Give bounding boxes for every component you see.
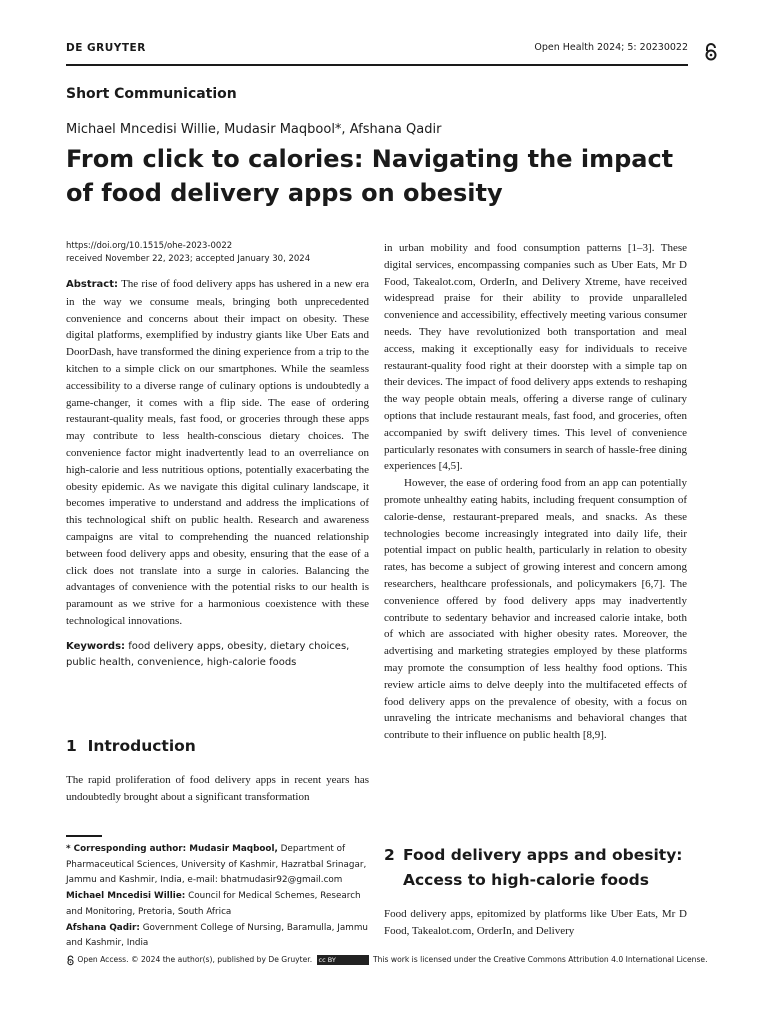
journal-reference: Open Health 2024; 5: 20230022 — [534, 42, 688, 53]
abstract-label: Abstract: — [66, 279, 119, 290]
article-dates: received November 22, 2023; accepted January 30, 2024 — [66, 254, 311, 264]
footnote-text: Department of Pharmaceutical Sciences, University of Kashmir, Hazratbal Srinagar, Jammu and Kashmir, India, e-mail: bhatmudasir92@gmail.com — [66, 844, 367, 886]
right-column — [384, 240, 687, 744]
section-title: Introduction — [87, 737, 196, 755]
section-number: 1 — [66, 737, 77, 755]
open-access-icon — [703, 43, 719, 61]
license-statement: This work is licensed under the Creative Commons Attribution 4.0 International License. — [372, 955, 708, 964]
article-type: Short Communication — [66, 86, 237, 102]
section-title-line2: Access to high-calorie foods — [403, 871, 649, 889]
open-access-icon — [66, 955, 75, 966]
section-title-line1: Food delivery apps and obesity: — [403, 846, 683, 864]
cc-badge-label: cc BY — [318, 956, 336, 964]
footnotes — [66, 842, 371, 952]
open-access-statement: Open Access. © 2024 the author(s), published by De Gruyter. — [77, 955, 313, 964]
footnote-label: Michael Mncedisi Willie: — [66, 891, 186, 902]
introduction-paragraph-continued: in urban mobility and food consumption patterns [1–3]. These digital services, encompassing companies such as Uber Eats, Mr D Food, Takealot.com, OrderIn, and Delivery Xtreme, have received widespread praise for their ability to provide unparalleled convenience and accessibility, effectively meeting various consumer needs. They have revolutionized both transportation and meal access, making it exceptionally easy for individuals to receive restaurant-quality food right at their doorstep with a simple tap on their devices. The impact of food delivery apps extends to reshaping the way people obtain meals, offering a diverse range of culinary options that include restaurant meals, fast food, and groceries, often accompanied by swift delivery times. This level of convenience particularly resonates with consumers in search of hassle-free dining experiences [4,5]. — [384, 242, 687, 473]
section-number: 2 — [384, 846, 395, 864]
keywords-text: food delivery apps, obesity, dietary choices, public health, convenience, high-calorie foods — [66, 640, 350, 669]
introduction-paragraph-2: However, the ease of ordering food from an app can potentially promote unhealthy eating habits, including frequent consumption of calorie-dense, restaurant-prepared meals, and snacks. As these technologies become increasingly integrated into daily life, their potential impact on public health, particularly in relation to obesity rates, has become a subject of growing interest and concern among researchers, healthcare professionals, and policymakers [6,7]. The convenience offered by food delivery apps may inadvertently contribute to sedentary behavior and increased calorie intake, both of which are associated with higher obesity rates. Moreover, the advertising and marketing strategies employed by these platforms may promote the consumption of less healthy food options. This review article aims to delve deeply into the multifaceted effects of food delivery apps on the prevalence of obesity, with a focus on unraveling the intricate mechanisms and behavioral changes that contribute to their influence on public health [8,9]. — [384, 477, 687, 742]
introduction-paragraph: The rapid proliferation of food delivery apps in recent years has undoubtedly brought about a significant transformation — [66, 774, 369, 803]
footnote-divider — [66, 835, 102, 837]
cc-by-license-badge[interactable] — [317, 955, 369, 965]
running-header — [66, 40, 688, 66]
footnote-author-qadir — [66, 921, 371, 952]
license-footer — [66, 953, 706, 967]
abstract-text: The rise of food delivery apps has ushered in a new era in the way we consume meals, bringing both unprecedented convenience and concerns about their impact on obesity. These digital platforms, exemplified by industry giants like Uber Eats and DoorDash, have transformed the dining experience from a trip to the kitchen to a simple click on our smartphones. While the seamless accessibility to a diverse range of culinary options is undoubtedly a game-changer, it comes with a flip side. The ease of ordering restaurant-quality meals, fast food, or groceries through these apps may contribute to less health-conscious dietary choices. The convenience factor might inadvertently lead to an overreliance on high-calorie and less nutritious options, potentially exacerbating the obesity epidemic. As we navigate this digital culinary landscape, it becomes imperative to understand and address the implications of this technological shift on public health. Research and awareness campaigns are vital to comprehending the nuanced relationship between food delivery apps and obesity, ensuring that the ease of a click does not translate into a surge in calories. Balancing the advantages of convenience with the potential risks to our health is paramount as we strive for a harmonious coexistence with these technological innovations. — [66, 278, 370, 627]
footnote-label: * Corresponding author: Mudasir Maqbool, — [66, 844, 278, 854]
footnote-text: Council for Medical Schemes, Research and Monitoring, Pretoria, South Africa — [66, 891, 361, 917]
publisher-name: DE GRUYTER — [66, 42, 146, 54]
footnote-text: Government College of Nursing, Baramulla, Jammu and Kashmir, India — [66, 922, 368, 949]
keywords — [66, 639, 369, 672]
keywords-label: Keywords: — [66, 640, 126, 652]
footnote-corresponding-author — [66, 842, 371, 889]
footnote-label: Afshana Qadir: — [66, 922, 140, 933]
abstract — [66, 276, 369, 630]
section-heading-food-delivery — [384, 843, 694, 893]
doi-link[interactable]: https://doi.org/10.1515/ohe-2023-0022 — [66, 241, 233, 251]
section-heading-introduction — [66, 734, 196, 759]
section2-paragraph: Food delivery apps, epitomized by platforms like Uber Eats, Mr D Food, Takealot.com, OrderIn, and Delivery — [384, 908, 687, 937]
author-list: Michael Mncedisi Willie, Mudasir Maqbool*, Afshana Qadir — [66, 122, 442, 137]
footnote-author-willie — [66, 889, 371, 920]
article-title: From click to calories: Navigating the impact of food delivery apps on obesity — [66, 145, 674, 207]
left-column — [66, 240, 369, 682]
